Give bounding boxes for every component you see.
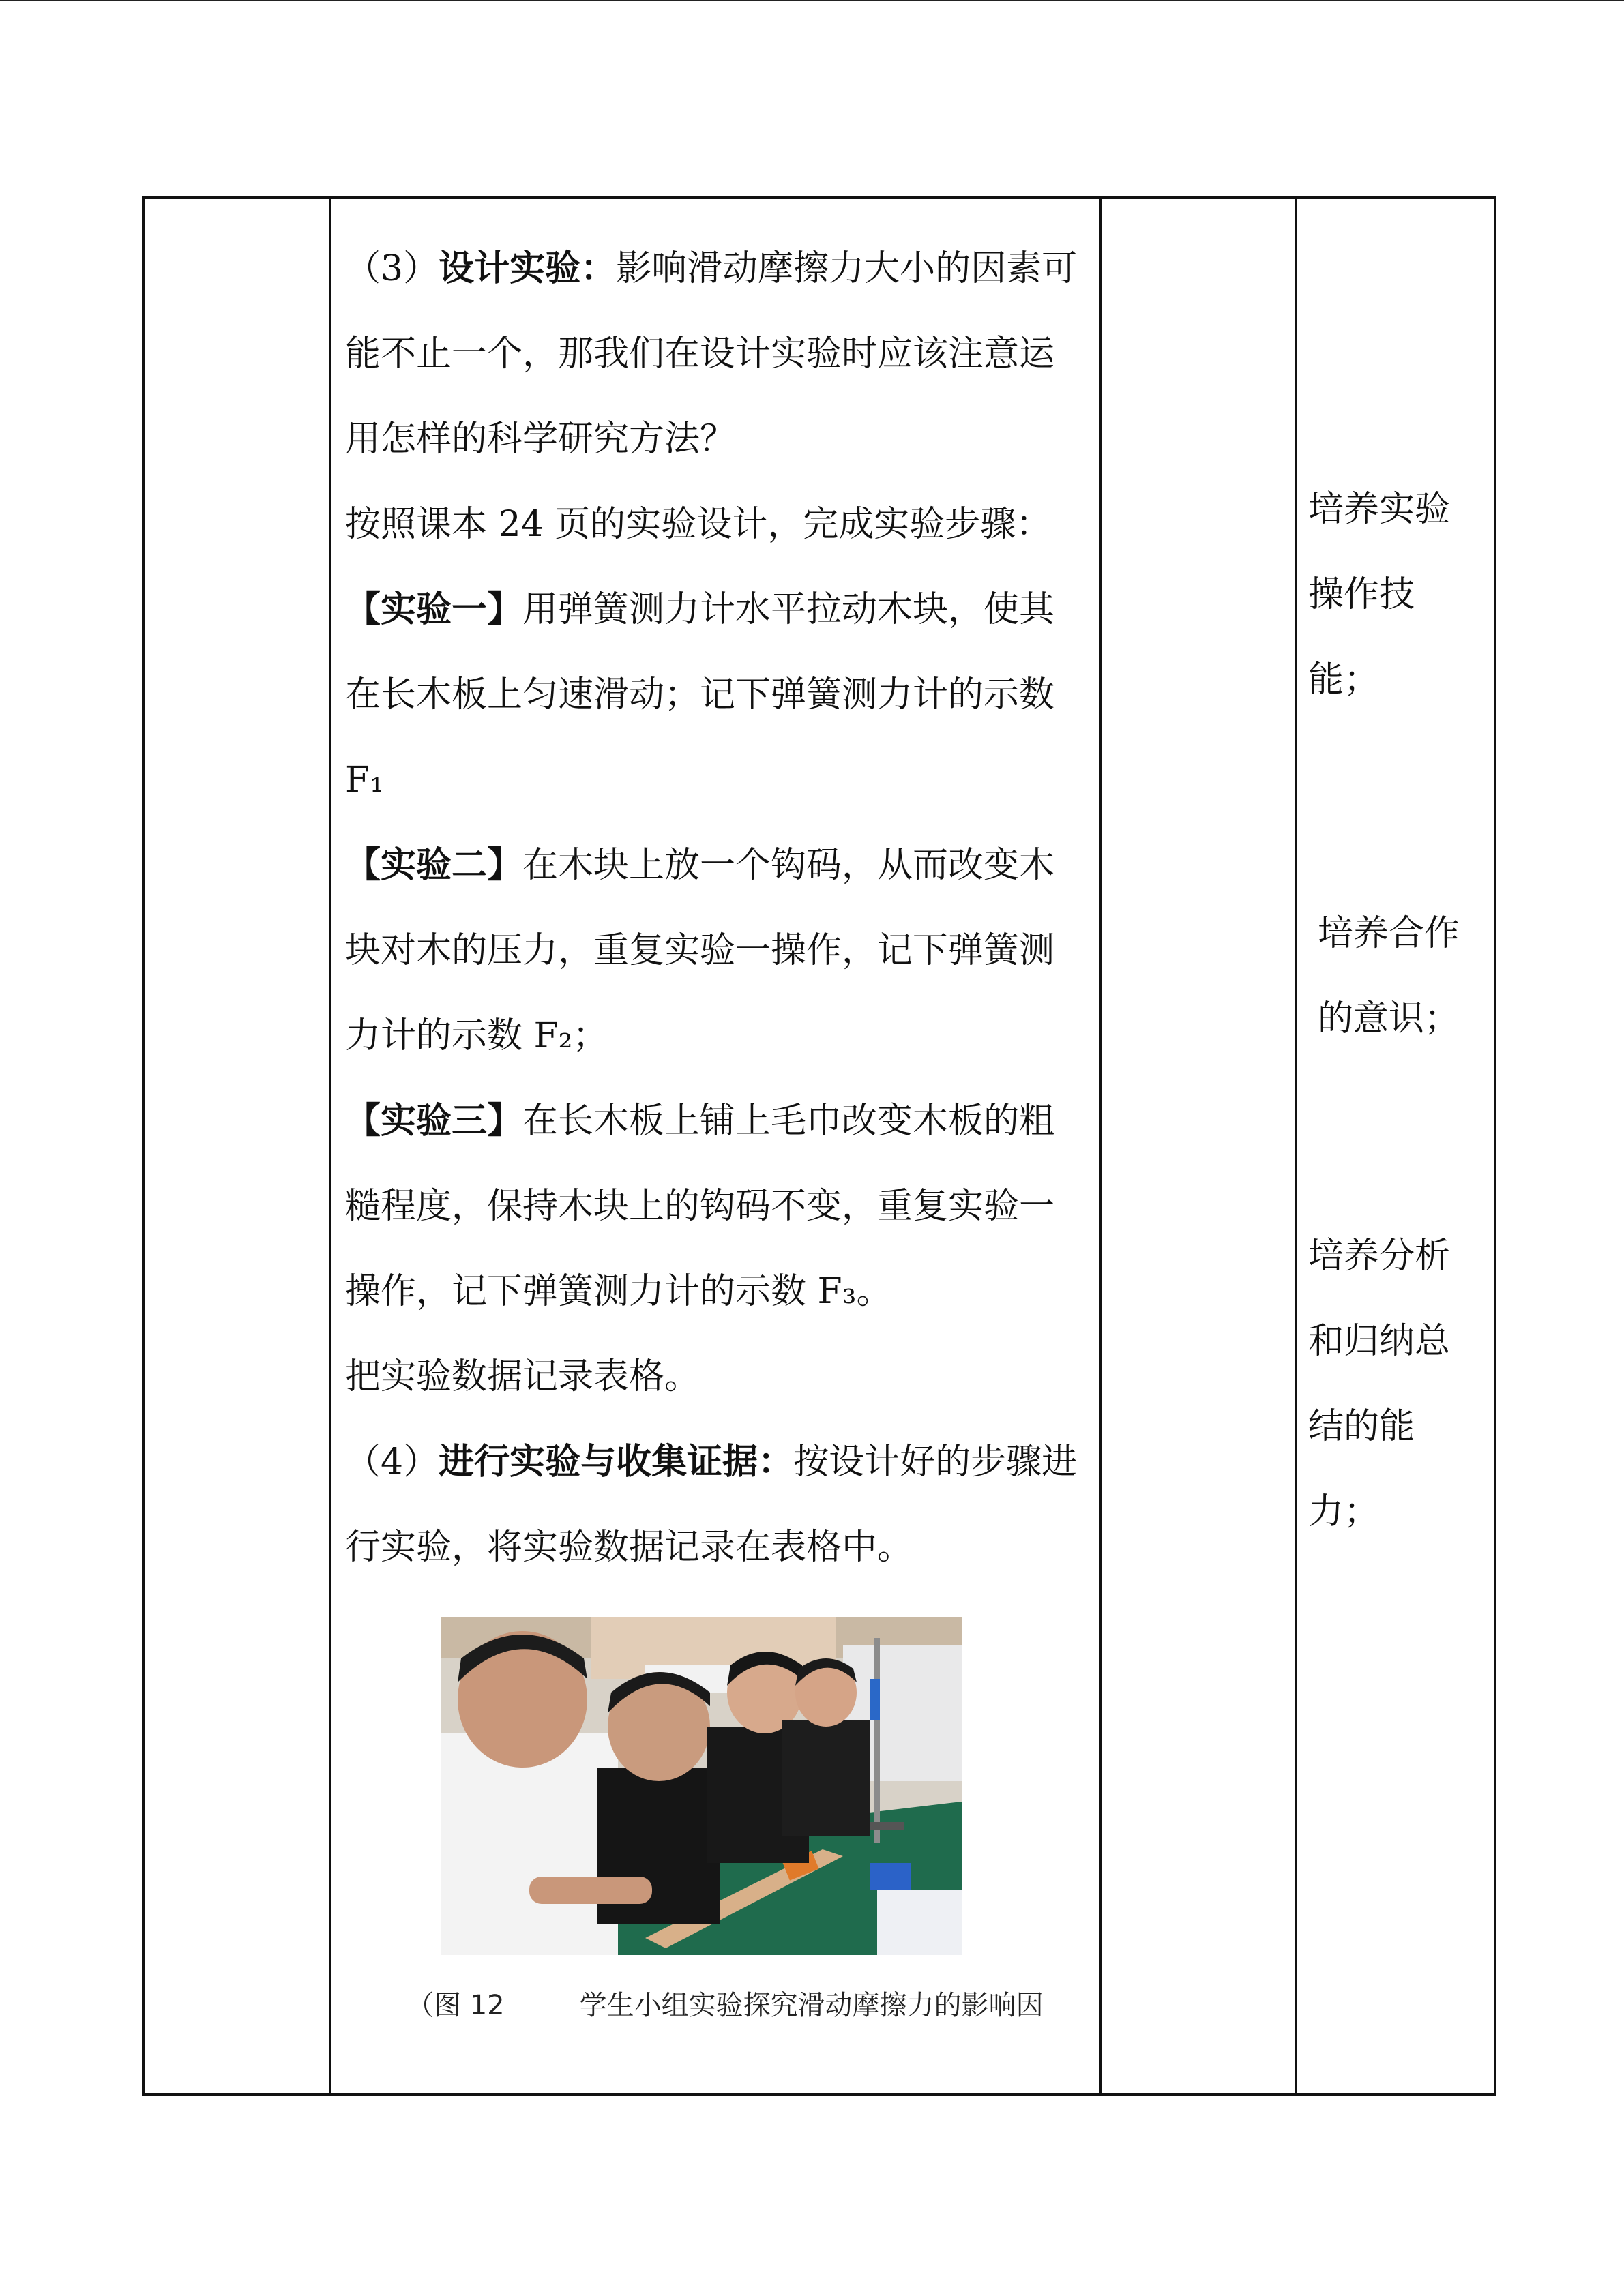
step4-paragraph [345,1420,1083,1590]
experiment-1-label: 【实验一】 [345,589,523,630]
figure-caption [407,1985,1083,2026]
experiment-3 [345,1079,1083,1335]
step3-number: （3） [345,248,439,289]
stage-cell [143,198,330,2095]
experiment-2-label: 【实验二】 [345,845,523,886]
goal-2-line-2: 的意识； [1318,998,1460,1039]
lesson-table [142,196,1496,2096]
step4-title: 进行实验与收集证据： [439,1442,794,1482]
goal-cooperation [1318,891,1460,1062]
step3-paragraph [345,226,1083,482]
experiment-1 [345,567,1083,823]
step4-text: 按设计好的步骤进行实验，将实验数据记录在表格中。 [345,1442,1078,1568]
step3-title: 设计实验： [439,248,617,289]
experiment-2 [345,823,1083,1079]
step4-number: （4） [345,1442,439,1482]
figure-number: （图 12 [407,1990,505,2021]
design-intent-cell [1296,198,1495,2095]
experiment-2-text: 在木块上放一个钩码，从而改变木块对木的压力，重复实验一操作，记下弹簧测力计的示数 F₂； [345,845,1055,1056]
step3-text: 影响滑动摩擦力大小的因素可能不止一个，那我们在设计实验时应该注意运用怎样的科学研究方法？ [345,248,1078,460]
goal-analysis [1308,1214,1450,1555]
teacher-activity-cell [330,198,1101,2095]
figure-caption-text: 学生小组实验探究滑动摩擦力的影响因 [579,1990,1044,2021]
record-line: 把实验数据记录表格。 [345,1356,700,1397]
table-row [143,198,1495,2095]
goal-2-line-1: 培养合作 [1318,913,1460,954]
activity-content [331,199,1099,2026]
goal-1-line-1: 培养实验 [1308,489,1451,530]
procedure-intro: 按照课本 24 页的实验设计，完成实验步骤： [345,504,1052,545]
design-intent-list [1297,199,1494,2093]
goal-3-line-1: 培养分析 [1308,1236,1451,1277]
experiment-3-label: 【实验三】 [345,1101,523,1142]
experiment-1-text: 用弹簧测力计水平拉动木块，使其在长木板上匀速滑动；记下弹簧测力计的示数 F₁ [345,589,1055,801]
experiment-photo [441,1617,962,1955]
student-activity-cell [1101,198,1296,2095]
goal-3-line-4: 力； [1308,1491,1380,1532]
goal-3-line-3: 结的能 [1308,1406,1415,1447]
goal-1-line-2: 操作技 [1308,574,1415,615]
goal-3-line-2: 和归纳总 [1308,1321,1451,1362]
goal-experiment-skills [1308,467,1450,723]
page-top-rule [0,0,1624,1]
experiment-3-text: 在长木板上铺上毛巾改变木板的粗糙程度，保持木块上的钩码不变，重复实验一操作，记下弹簧测力计的示数 F₃。 [345,1101,1055,1312]
goal-1-line-3: 能； [1308,659,1380,700]
students-experiment-photo [441,1617,962,1955]
